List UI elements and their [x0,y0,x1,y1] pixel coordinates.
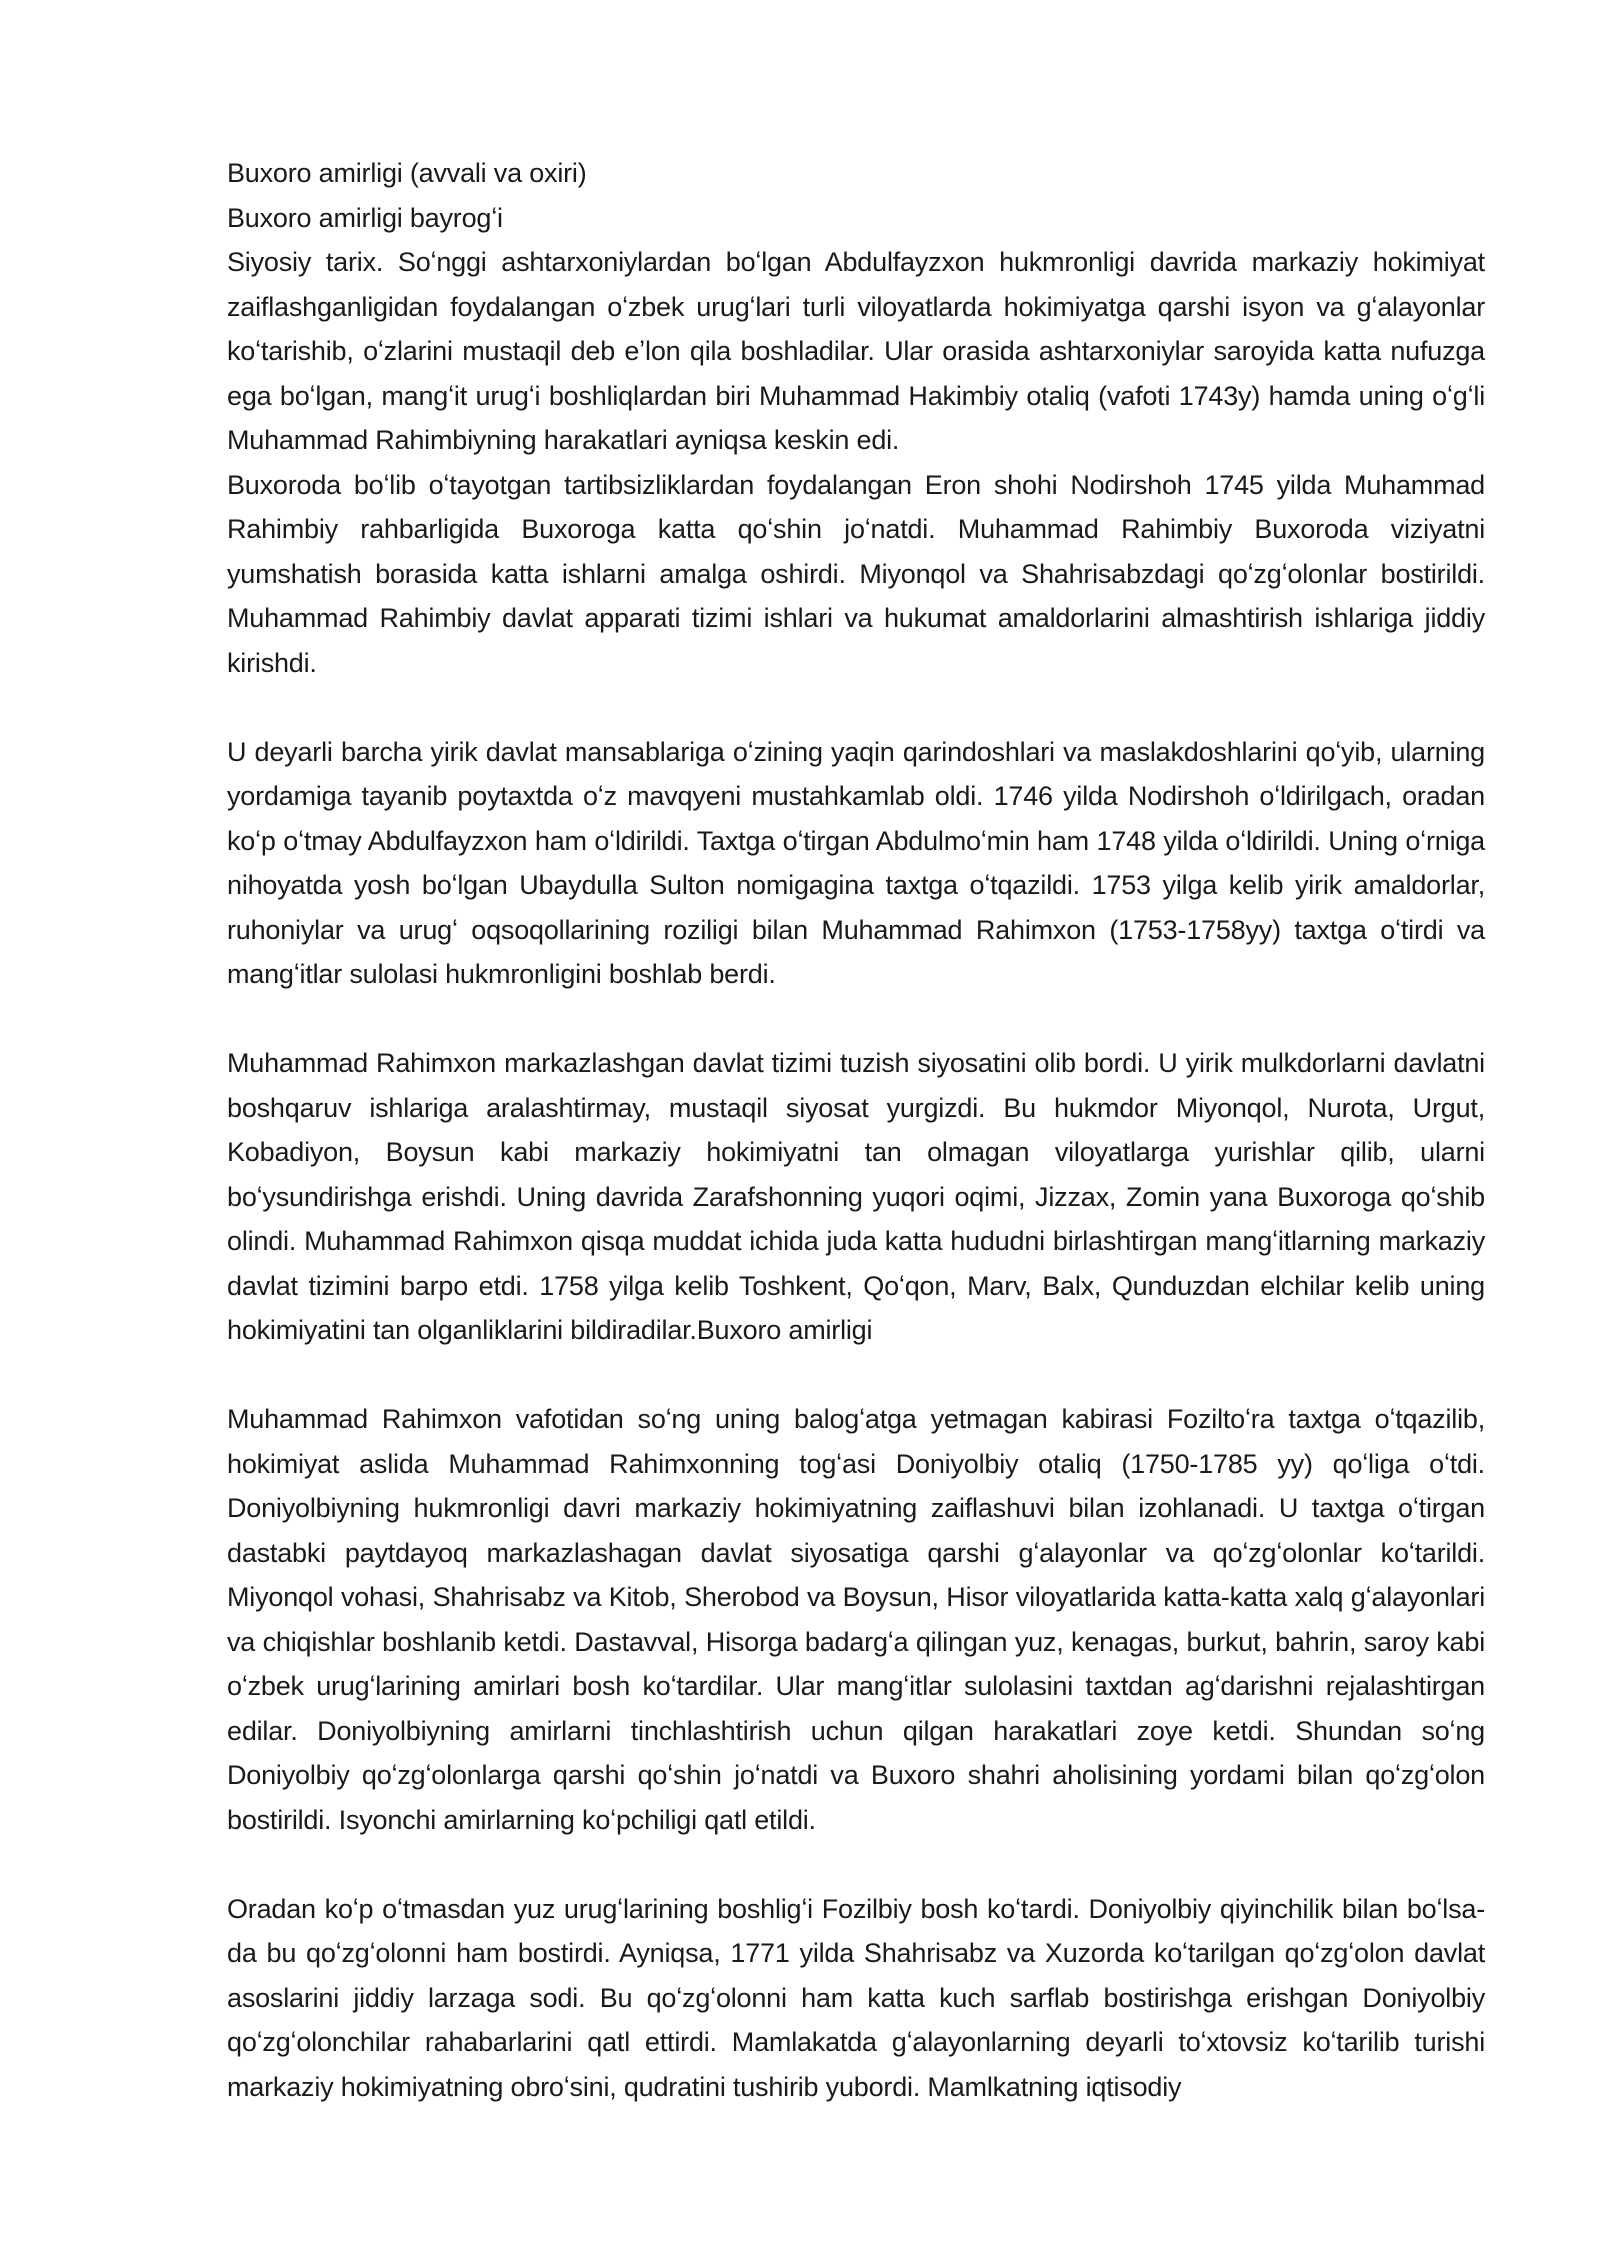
paragraph-nodirshoh-1745: Buxoroda boʻlib oʻtayotgan tartibsizliklardan foydalangan Eron shohi Nodirshoh 1745 yilda Muhammad Rahimbiy rahbarligida Buxoroga katta qoʻshin joʻnatdi. Muhammad Rahimbiy Buxoroda viziyatni yumshatish borasida katta ishlarni amalga oshirdi. Miyonqol va Shahrisabzdagi qoʻzgʻolonlar bostirildi. Muhammad Rahimbiy davlat apparati tizimi ishlari va hukumat amaldorlarini almashtirish ishlariga jiddiy kirishdi. [227,469,1485,678]
document-page [227,151,1485,2109]
paragraph-rahimxon-rise: U deyarli barcha yirik davlat mansablariga oʻzining yaqin qarindoshlari va maslakdoshlarini qoʻyib, ularning yordamiga tayanib poytaxtda oʻz mavqyeni mustahkamlab oldi. 1746 yilda Nodirshoh oʻldirilgach, oradan koʻp oʻtmay Abdulfayzxon ham oʻldirildi. Taxtga oʻtirgan Abdulmoʻmin ham 1748 yilda oʻldirildi. Uning oʻrniga nihoyatda yosh boʻlgan Ubaydulla Sulton nomigagina taxtga oʻtqazildi. 1753 yilga kelib yirik amaldorlar, ruhoniylar va urugʻ oqsoqollarining roziligi bilan Muhammad Rahimxon (1753-1758yy) taxtga oʻtirdi va mangʻitlar sulolasi hukmronligini boshlab berdi. [227,736,1485,989]
doc-heading-line-1: Buxoro amirligi (avvali va oxiri) [227,158,587,188]
paragraph-political-history: Siyosiy tarix. Soʻnggi ashtarxoniylardan boʻlgan Abdulfayzxon hukmronligi davrida markaziy hokimiyat zaiflashganligidan foydalangan oʻzbek urugʻlari turli viloyatlarda hokimiyatga qarshi isyon va gʻalayonlar koʻtarishib, oʻzlarini mustaqil deb eʼlon qila boshladilar. Ular orasida ashtarxoniylar saroyida katta nufuzga ega boʻlgan, mangʻit urugʻi boshliqlardan biri Muhammad Hakimbiy otaliq (vafoti 1743y) hamda uning oʻgʻli Muhammad Rahimbiyning harakatlari ayniqsa keskin edi. [227,247,1485,455]
paragraph-fozilbiy-revolt: Oradan koʻp oʻtmasdan yuz urugʻlarining boshligʻi Fozilbiy bosh koʻtardi. Doniyolbiy qiyinchilik bilan boʻlsa-da bu qoʻzgʻolonni ham bostirdi. Ayniqsa, 1771 yilda Shahrisabz va Xuzorda koʻtarilgan qoʻzgʻolon davlat asoslarini jiddiy larzaga sodi. Bu qoʻzgʻolonni ham katta kuch sarflab bostirishga erishgan Doniyolbiy qoʻzgʻolonchilar rahabarlarini qatl ettirdi. Mamlakatda gʻalayonlarning deyarli toʻxtovsiz koʻtarilib turishi markaziy hokimiyatning obroʻsini, qudratini tushirib yubordi. Mamlkatning iqtisodiy [227,1893,1485,2102]
doc-heading-line-2: Buxoro amirligi bayrogʻi [227,202,503,233]
paragraph-centralized-state: Muhammad Rahimxon markazlashgan davlat tizimi tuzish siyosatini olib bordi. U yirik mulkdorlarni davlatni boshqaruv ishlariga aralashtirmay, mustaqil siyosat yurgizdi. Bu hukmdor Miyonqol, Nurota, Urgut, Kobadiyon, Boysun kabi markaziy hokimiyatni tan olmagan viloyatlarga yurishlar qilib, ularni boʻysundirishga erishdi. Uning davrida Zarafshonning yuqori oqimi, Jizzax, Zomin yana Buxoroga qoʻshib olindi. Muhammad Rahimxon qisqa muddat ichida juda katta hududni birlashtirgan mangʻitlarning markaziy davlat tizimini barpo etdi. 1758 yilga kelib Toshkent, Qoʻqon, Marv, Balx, Qunduzdan elchilar kelib uning hokimiyatini tan olganliklarini bildiradilar.Buxoro amirligi [227,1048,1485,1345]
paragraph-doniyolbiy-rule: Muhammad Rahimxon vafotidan soʻng uning balogʻatga yetmagan kabirasi Foziltoʻra taxtga oʻtqazilib, hokimiyat aslida Muhammad Rahimxonning togʻasi Doniyolbiy otaliq (1750-1785 yy) qoʻliga oʻtdi. Doniyolbiyning hukmronligi davri markaziy hokimiyatning zaiflashuvi bilan izohlanadi. U taxtga oʻtirgan dastabki paytdayoq markazlashagan davlat siyosatiga qarshi gʻalayonlar va qoʻzgʻolonlar koʻtarildi. Miyonqol vohasi, Shahrisabz va Kitob, Sherobod va Boysun, Hisor viloyatlarida katta-katta xalq gʻalayonlari va chiqishlar boshlanib ketdi. Dastavval, Hisorga badargʻa qilingan yuz, kenagas, burkut, bahrin, saroy kabi oʻzbek urugʻlarining amirlari bosh koʻtardilar. Ular mangʻitlar sulolasini taxtdan agʻdarishni rejalashtirgan edilar. Doniyolbiyning amirlarni tinchlashtirish uchun qilgan harakatlari zoye ketdi. Shundan soʻng Doniyolbiy qoʻzgʻolonlarga qarshi qoʻshin joʻnatdi va Buxoro shahri aholisining yordami bilan qoʻzgʻolon bostirildi. Isyonchi amirlarning koʻpchiligi qatl etildi. [227,1404,1485,1835]
